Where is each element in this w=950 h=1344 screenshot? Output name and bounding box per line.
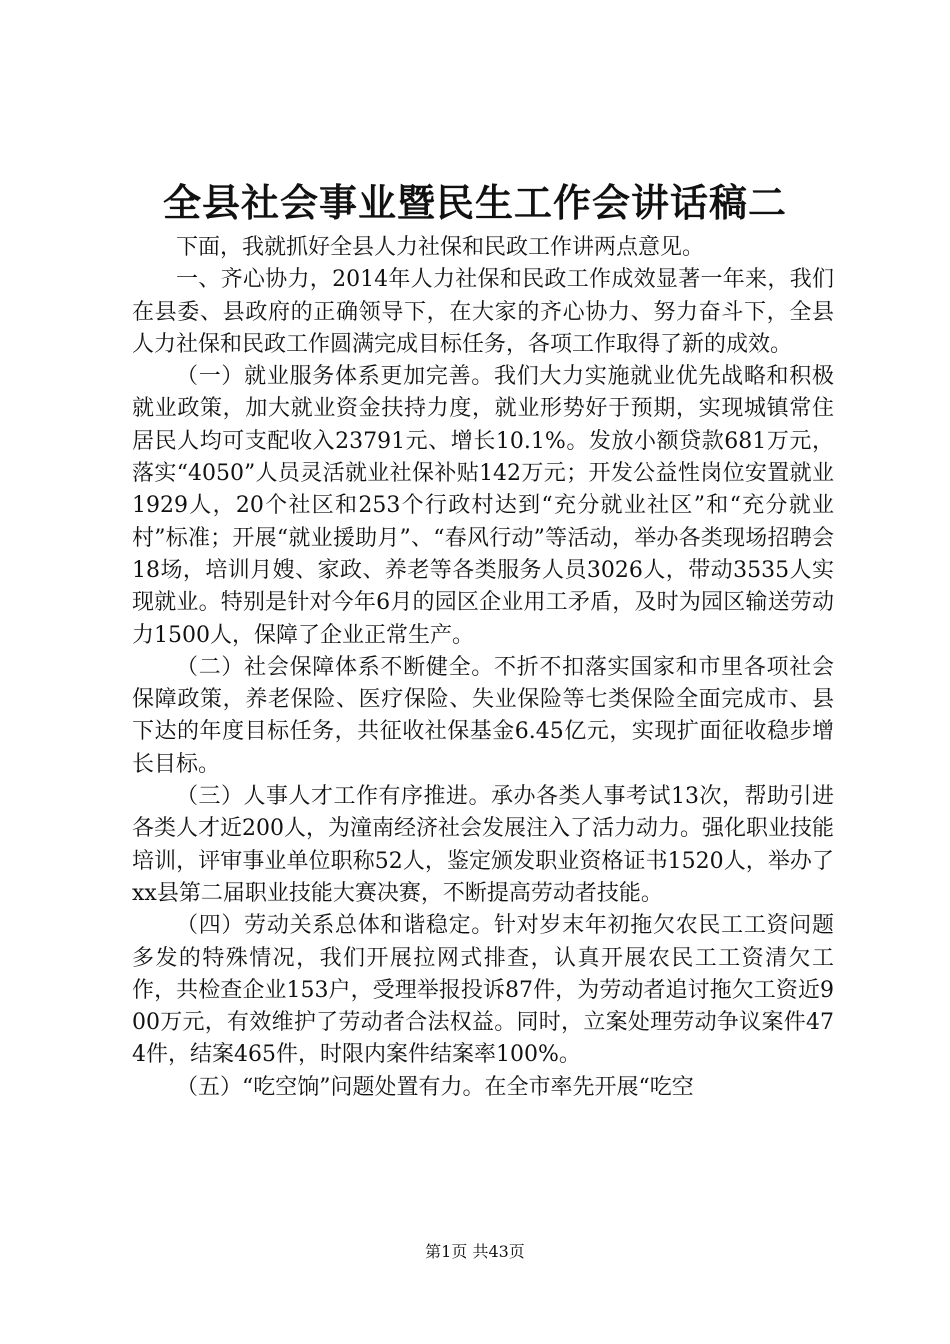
paragraph-ghost-payroll: （五）“吃空饷”问题处置有力。在全市率先开展“吃空	[176, 1074, 694, 1100]
paragraph-personnel-talent: （三）人事人才工作有序推进。承办各类人事考试13次，帮助引进各类人才近200人，为潼南经济社会发展注入了活力动力。强化职业技能培训，评审事业单位职称52人，鉴定颁发职业资格证书1520人，举办了xx县第二届职业技能大赛决赛，不断提高劳动者技能。	[132, 784, 834, 906]
page-number-footer: 第1页 共43页	[425, 1242, 525, 1261]
document-body	[132, 232, 834, 1104]
document-title: 全县社会事业暨民生工作会讲话稿二	[162, 180, 787, 225]
paragraph-employment: （一）就业服务体系更加完善。我们大力实施就业优先战略和积极就业政策，加大就业资金扶持力度，就业形势好于预期，实现城镇常住居民人均可支配收入23791元、增长10.1%。发放小额贷款681万元，落实“4050”人员灵活就业社保补贴142万元；开发公益性岗位安置就业1929人，20个社区和253个行政村达到“充分就业社区”和“充分就业村”标准；开展“就业援助月”、“春风行动”等活动，举办各类现场招聘会18场，培训月嫂、家政、养老等各类服务人员3026人，带动3535人实现就业。特别是针对今年6月的园区企业用工矛盾，及时为园区输送劳动力1500人，保障了企业正常生产。	[132, 364, 834, 648]
paragraph-social-security: （二）社会保障体系不断健全。不折不扣落实国家和市里各项社会保障政策，养老保险、医疗保险、失业保险等七类保险全面完成市、县下达的年度目标任务，共征收社保基金6.45亿元，实现扩面征收稳步增长目标。	[132, 654, 834, 777]
paragraph-section-one: 一、齐心协力，2014年人力社保和民政工作成效显著一年来，我们在县委、县政府的正确领导下，在大家的齐心协力、努力奋斗下，全县人力社保和民政工作圆满完成目标任务，各项工作取得了新的成效。	[132, 267, 834, 357]
paragraph-intro: 下面，我就抓好全县人力社保和民政工作讲两点意见。	[176, 235, 705, 260]
paragraph-labor-relations: （四）劳动关系总体和谐稳定。针对岁末年初拖欠农民工工资问题多发的特殊情况，我们开展拉网式排查，认真开展农民工工资清欠工作，共检查企业153户，受理举报投诉87件，为劳动者追讨拖欠工资近900万元，有效维护了劳动者合法权益。同时，立案处理劳动争议案件474件，结案465件，时限内案件结案率100%。	[132, 913, 834, 1068]
